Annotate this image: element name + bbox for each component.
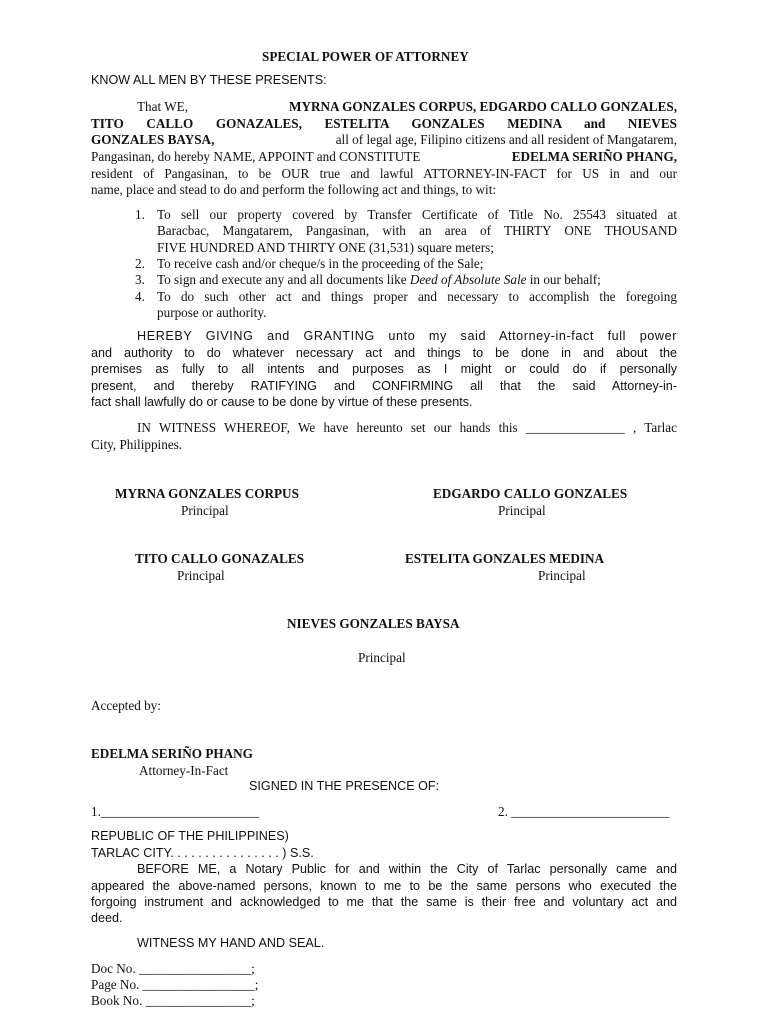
list-number-1: 1. bbox=[135, 207, 145, 222]
para2-line3: premises as fully to all intents and purposes as I might or could do if personally bbox=[91, 362, 677, 376]
witness-line1: IN WITNESS WHEREOF, We have hereunto set our hands this _______________ , Tarlac bbox=[137, 420, 677, 435]
para1-principals-a: MYRNA GONZALES CORPUS, EDGARDO CALLO GONZALES, bbox=[289, 99, 677, 114]
witness-line2: City, Philippines. bbox=[91, 437, 183, 452]
ack-line1: BEFORE ME, a Notary Public for and within the City of Tarlac personally came and bbox=[137, 862, 677, 876]
venue-city: TARLAC CITY. . . . . . . . . . . . . . . . ) S.S. bbox=[91, 846, 314, 860]
signatory-role-2: Principal bbox=[498, 503, 546, 518]
para1-line3-rest: all of legal age, Filipino citizens and all resident of Mangatarem, bbox=[335, 132, 677, 147]
list-item-1-line1: To sell our property covered by Transfer Certificate of Title No. 25543 situated at bbox=[157, 207, 677, 222]
para1-principals-b: TITO CALLO GONAZALES, ESTELITA GONZALES MEDINA and NIEVES bbox=[91, 116, 677, 131]
accepted-by-label: Accepted by: bbox=[91, 698, 161, 713]
attorney-role: Attorney-In-Fact bbox=[139, 763, 229, 778]
para2-line4: present, and thereby RATIFYING and CONFIRMING all that the said Attorney-in- bbox=[91, 379, 677, 393]
signatory-role-3: Principal bbox=[177, 568, 225, 583]
list-item-1-line3: FIVE HUNDRED AND THIRTY ONE (31,531) square meters; bbox=[157, 240, 494, 255]
ack-line4: deed. bbox=[91, 911, 123, 925]
list-item-4-line2: purpose or authority. bbox=[157, 305, 267, 320]
intro-line: KNOW ALL MEN BY THESE PRESENTS: bbox=[91, 73, 327, 87]
attorney-name: EDELMA SERIÑO PHANG bbox=[91, 746, 253, 761]
page-number: Page No. _________________; bbox=[91, 977, 259, 992]
witness-signature-2: 2. ________________________ bbox=[498, 804, 670, 819]
para1-line1 bbox=[137, 99, 677, 115]
ack-line3: forgoing instrument and acknowledged to me that the same is their free and voluntary act and bbox=[91, 895, 677, 909]
para2-line2: and authority to do whatever necessary act and things to be done in and about the bbox=[91, 346, 677, 360]
para1-that-we: That WE, bbox=[137, 99, 189, 114]
list-item-1-line2: Baracbac, Mangatarem, Pangasinan, with an area of THIRTY ONE THOUSAND bbox=[157, 223, 677, 238]
witness-hand-seal: WITNESS MY HAND AND SEAL. bbox=[137, 936, 325, 950]
list-number-3: 3. bbox=[135, 272, 145, 287]
list-item-2: To receive cash and/or cheque/s in the proceeding of the Sale; bbox=[157, 256, 484, 271]
list-item-3 bbox=[157, 272, 601, 288]
book-number: Book No. ________________; bbox=[91, 993, 255, 1008]
list-number-2: 2. bbox=[135, 256, 145, 271]
signatory-name-2: EDGARDO CALLO GONZALES bbox=[433, 486, 628, 501]
signatory-name-1: MYRNA GONZALES CORPUS bbox=[115, 486, 299, 501]
document-title: SPECIAL POWER OF ATTORNEY bbox=[262, 49, 469, 64]
para2-line1: HEREBY GIVING and GRANTING unto my said Attorney-in-fact full power bbox=[137, 329, 677, 343]
para1-line3 bbox=[91, 132, 677, 148]
para1-line5: resident of Pangasinan, to be OUR true and lawful ATTORNEY-IN-FACT for US in and our bbox=[91, 166, 677, 181]
list-item-4-line1: To do such other act and things proper and necessary to accomplish the foregoing bbox=[157, 289, 677, 304]
list-item-3-end: in our behalf; bbox=[529, 272, 601, 287]
para1-attorney-name: EDELMA SERIÑO PHANG, bbox=[511, 149, 677, 164]
presence-heading: SIGNED IN THE PRESENCE OF: bbox=[249, 779, 440, 793]
venue-republic: REPUBLIC OF THE PHILIPPINES) bbox=[91, 829, 289, 843]
signatory-name-5: NIEVES GONZALES BAYSA bbox=[287, 616, 460, 631]
ack-line2: appeared the above-named persons, known to me to be the same persons who executed the bbox=[91, 879, 677, 893]
para2-line5: fact shall lawfully do or cause to be done by virtue of these presents. bbox=[91, 395, 473, 409]
signatory-role-4: Principal bbox=[538, 568, 586, 583]
deed-title: Deed of Absolute Sale bbox=[409, 272, 527, 287]
para1-line4 bbox=[91, 149, 677, 165]
witness-signature-1: 1.________________________ bbox=[91, 804, 260, 819]
para1-line4-text: Pangasinan, do hereby NAME, APPOINT and CONSTITUTE bbox=[91, 149, 421, 164]
para1-principals-c: GONZALES BAYSA, bbox=[91, 132, 215, 147]
signatory-role-5: Principal bbox=[358, 650, 406, 665]
list-number-4: 4. bbox=[135, 289, 145, 304]
list-item-3-text: To sign and execute any and all documents like bbox=[157, 272, 407, 287]
signatory-name-3: TITO CALLO GONAZALES bbox=[135, 551, 305, 566]
doc-number: Doc No. _________________; bbox=[91, 961, 255, 976]
para1-line6: name, place and stead to do and perform the following act and things, to wit: bbox=[91, 182, 497, 197]
signatory-name-4: ESTELITA GONZALES MEDINA bbox=[405, 551, 605, 566]
signatory-role-1: Principal bbox=[181, 503, 229, 518]
